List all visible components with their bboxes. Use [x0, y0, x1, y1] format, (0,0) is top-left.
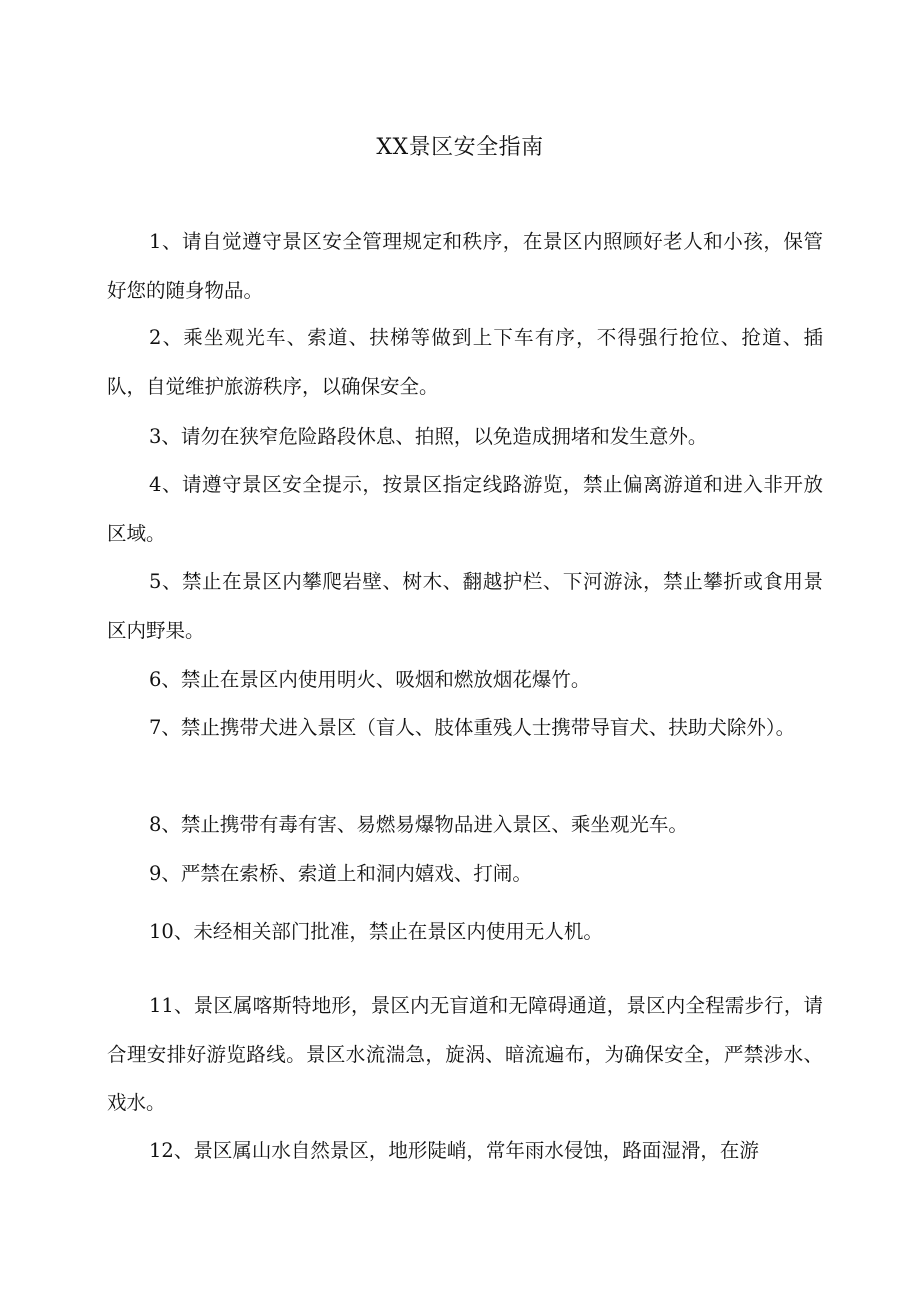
guideline-item-6: 6、禁止在景区内使用明火、吸烟和燃放烟花爆竹。 — [149, 668, 591, 691]
guideline-item-7: 7、禁止携带犬进入景区（盲人、肢体重残人士携带导盲犬、扶助犬除外）。 — [149, 716, 796, 739]
document-title: XX景区安全指南 — [376, 135, 544, 160]
guideline-item-8: 8、禁止携带有毒有害、易燃易爆物品进入景区、乘坐观光车。 — [149, 813, 688, 836]
guideline-item-10: 10、未经相关部门批准，禁止在景区内使用无人机。 — [149, 920, 603, 943]
guideline-item-4: 4、请遵守景区安全提示，按景区指定线路游览，禁止偏离游道和进入非开放区域。 — [107, 473, 823, 545]
guideline-item-3: 3、请勿在狭窄危险路段休息、拍照，以免造成拥堵和发生意外。 — [149, 425, 708, 448]
guideline-item-5: 5、禁止在景区内攀爬岩壁、树木、翻越护栏、下河游泳，禁止攀折或食用景区内野果。 — [107, 570, 823, 642]
guideline-item-9: 9、严禁在索桥、索道上和洞内嬉戏、打闹。 — [149, 862, 532, 885]
guideline-item-2: 2、乘坐观光车、索道、扶梯等做到上下车有序，不得强行抢位、抢道、插队，自觉维护旅游秩序，以确保安全。 — [107, 326, 823, 398]
guideline-item-1: 1、请自觉遵守景区安全管理规定和秩序，在景区内照顾好老人和小孩，保管好您的随身物品。 — [107, 230, 823, 302]
guideline-item-12: 12、景区属山水自然景区，地形陡峭，常年雨水侵蚀，路面湿滑，在游 — [149, 1139, 759, 1162]
guideline-item-11: 11、景区属喀斯特地形，景区内无盲道和无障碍通道，景区内全程需步行，请合理安排好游览路线。景区水流湍急，旋涡、暗流遍布，为确保安全，严禁涉水、戏水。 — [107, 994, 823, 1114]
